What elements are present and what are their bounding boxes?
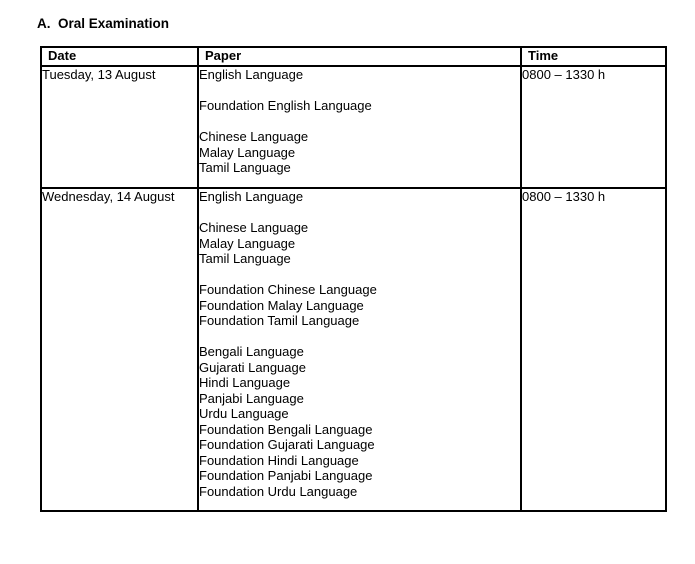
paper-name: Foundation Gujarati Language xyxy=(199,437,375,452)
paper-group xyxy=(199,220,520,267)
paper-name: Foundation Tamil Language xyxy=(199,313,360,328)
paper-group xyxy=(199,189,520,205)
header-paper: Paper xyxy=(198,47,521,66)
paper-cell xyxy=(198,66,521,188)
paper-name: Foundation English Language xyxy=(199,98,372,113)
time-cell: 0800 – 1330 h xyxy=(521,188,666,511)
date-cell: Wednesday, 14 August xyxy=(41,188,198,511)
paper-group xyxy=(199,282,520,329)
paper-name: Foundation Hindi Language xyxy=(199,452,359,468)
paper-name: Malay Language xyxy=(199,235,296,251)
paper-name: Hindi Language xyxy=(199,375,291,390)
paper-name: Malay Language xyxy=(199,144,296,160)
table-row xyxy=(41,188,666,511)
paper-name: Foundation Urdu Language xyxy=(199,483,358,499)
time-cell: 0800 – 1330 h xyxy=(521,66,666,188)
table-header-row xyxy=(41,47,666,66)
paper-name: Tamil Language xyxy=(199,251,291,266)
oral-exam-schedule-table xyxy=(40,46,667,512)
section-title: A. Oral Examination xyxy=(37,16,170,31)
paper-name: English Language xyxy=(199,189,304,204)
paper-name: Chinese Language xyxy=(199,220,309,235)
paper-group xyxy=(199,129,520,176)
paper-name: Gujarati Language xyxy=(199,359,306,375)
paper-group xyxy=(199,98,520,114)
header-time: Time xyxy=(521,47,666,66)
header-date: Date xyxy=(41,47,198,66)
paper-cell xyxy=(198,188,521,511)
paper-group xyxy=(199,67,520,83)
paper-group xyxy=(199,344,520,499)
table-row xyxy=(41,66,666,188)
paper-name: English Language xyxy=(199,67,304,82)
paper-name: Tamil Language xyxy=(199,160,291,175)
paper-name: Panjabi Language xyxy=(199,390,304,406)
paper-name: Foundation Panjabi Language xyxy=(199,468,373,483)
paper-name: Foundation Chinese Language xyxy=(199,282,377,297)
paper-name: Foundation Malay Language xyxy=(199,297,364,313)
paper-name: Urdu Language xyxy=(199,406,289,421)
date-cell: Tuesday, 13 August xyxy=(41,66,198,188)
paper-name: Foundation Bengali Language xyxy=(199,421,373,437)
paper-name: Chinese Language xyxy=(199,129,309,144)
paper-name: Bengali Language xyxy=(199,344,304,359)
